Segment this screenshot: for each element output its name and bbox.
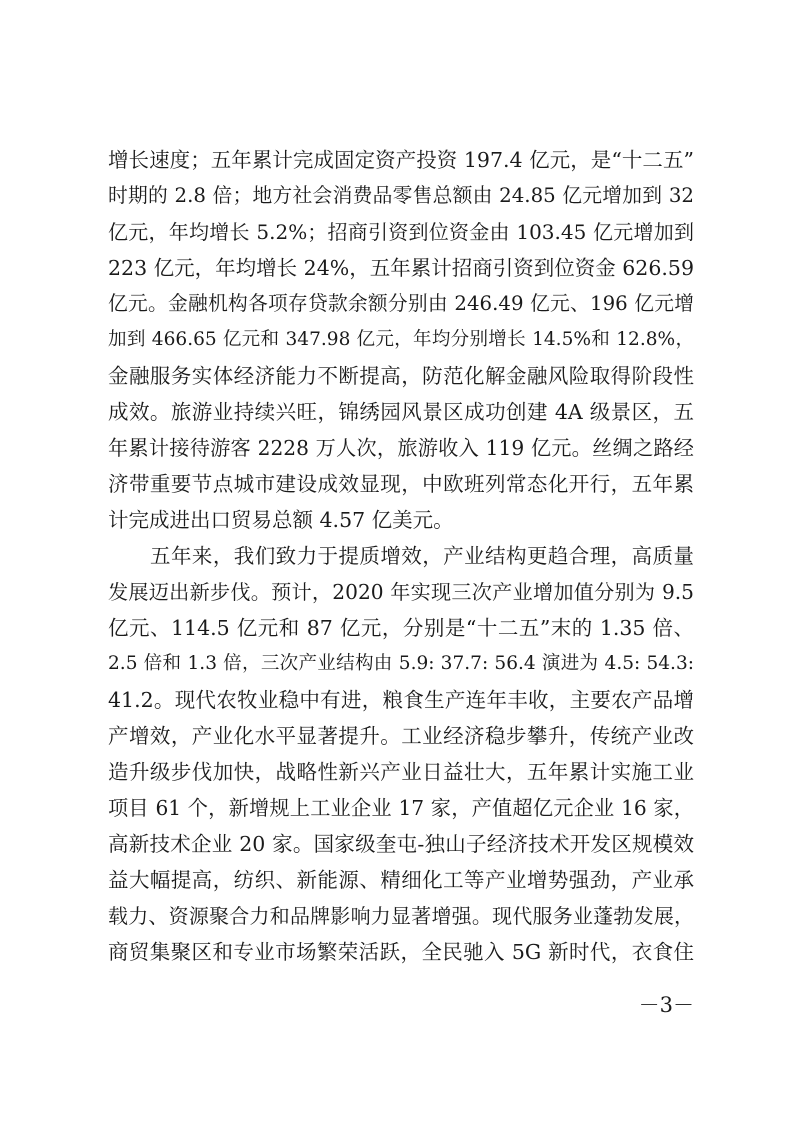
text-line: 济带重要节点城市建设成效显现，中欧班列常态化开行，五年累 [108, 472, 694, 496]
text-line: 成效。旅游业持续兴旺，锦绣园风景区成功创建 4A 级景区，五 [108, 400, 694, 424]
text-line: 五年来，我们致力于提质增效，产业结构更趋合理，高质量 [150, 544, 694, 568]
text-line: 增长速度；五年累计完成固定资产投资 197.4 亿元，是“十二五” [108, 148, 694, 172]
text-line: 2.5 倍和 1.3 倍，三次产业结构由 5.9: 37.7: 56.4 演进为 4.5: 54.3: [108, 653, 694, 674]
text-line: 高新技术企业 20 家。国家级奎屯-独山子经济技术开发区规模效 [108, 832, 694, 856]
text-line: 计完成进出口贸易总额 4.57 亿美元。 [108, 508, 454, 532]
text-line: 亿元，年均增长 5.2%；招商引资到位资金由 103.45 亿元增加到 [108, 220, 694, 244]
text-line: 亿元。金融机构各项存贷款余额分别由 246.49 亿元、196 亿元增 [108, 292, 694, 315]
text-line: 41.2。现代农牧业稳中有进，粮食生产连年丰收，主要农产品增 [108, 688, 694, 712]
text-line: 商贸集聚区和专业市场繁荣活跃，全民驰入 5G 新时代，衣食住 [108, 940, 694, 964]
text-line: 发展迈出新步伐。预计，2020 年实现三次产业增加值分别为 9.5 [108, 580, 694, 604]
paragraph-2 [108, 538, 694, 970]
text-line: 项目 61 个，新增规上工业企业 17 家，产值超亿元企业 16 家， [108, 796, 694, 820]
text-line: 年累计接待游客 2228 万人次，旅游收入 119 亿元。丝绸之路经 [108, 436, 694, 460]
text-line: 产增效，产业化水平显著提升。工业经济稳步攀升，传统产业改 [108, 724, 694, 748]
text-line: 加到 466.65 亿元和 347.98 亿元，年均分别增长 14.5%和 12.8%， [108, 329, 694, 350]
text-line: 载力、资源聚合力和品牌影响力显著增强。现代服务业蓬勃发展， [108, 904, 694, 928]
page-number: －3－ [638, 993, 694, 1017]
body-text [108, 142, 694, 970]
text-line: 时期的 2.8 倍；地方社会消费品零售总额由 24.85 亿元增加到 32 [108, 184, 694, 207]
text-line: 亿元、114.5 亿元和 87 亿元，分别是“十二五”末的 1.35 倍、 [108, 616, 694, 640]
text-line: 造升级步伐加快，战略性新兴产业日益壮大，五年累计实施工业 [108, 760, 694, 784]
text-line: 金融服务实体经济能力不断提高，防范化解金融风险取得阶段性 [108, 364, 694, 388]
text-line: 223 亿元，年均增长 24%，五年累计招商引资到位资金 626.59 [108, 256, 694, 280]
paragraph-1 [108, 142, 694, 538]
text-line: 益大幅提高，纺织、新能源、精细化工等产业增势强劲，产业承 [108, 868, 694, 892]
